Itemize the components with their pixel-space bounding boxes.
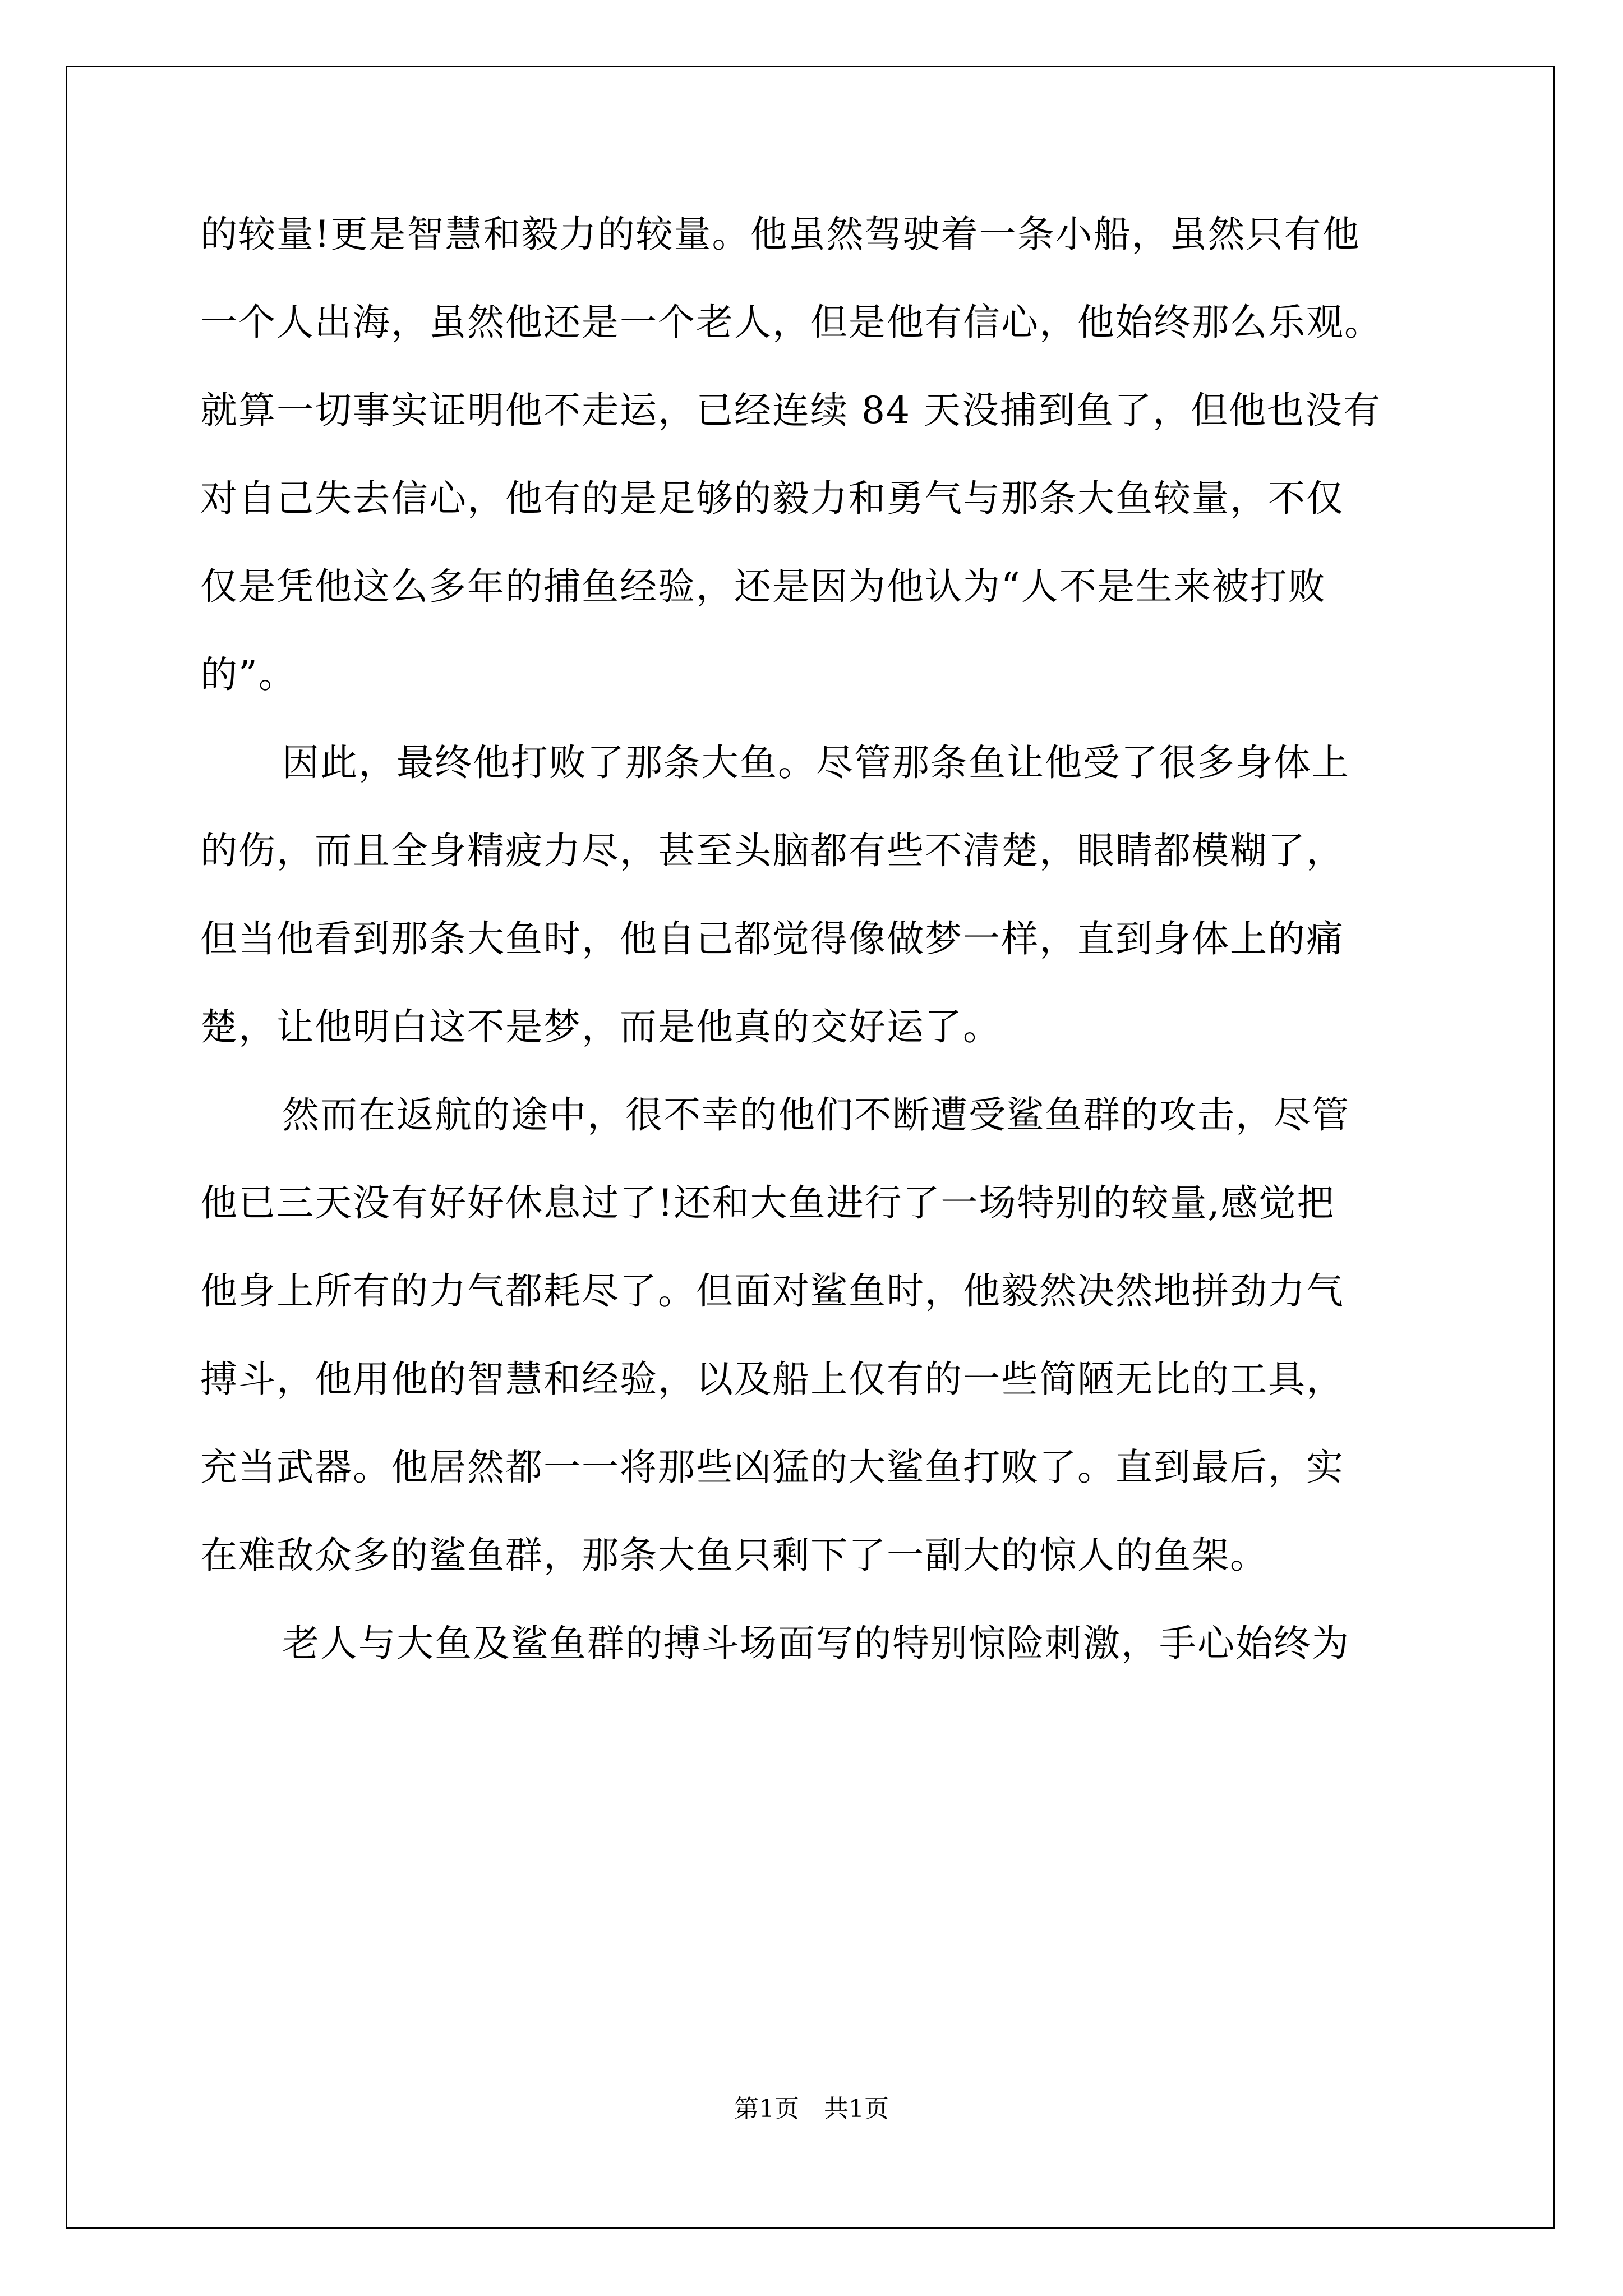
text-line: 他身上所有的力气都耗尽了。但面对鲨鱼时，他毅然决然地拼劲力气 [200, 1269, 1344, 1313]
text-line: 充当武器。他居然都一一将那些凶猛的大鲨鱼打败了。直到最后，实 [200, 1446, 1344, 1489]
text-line: 搏斗，他用他的智慧和经验，以及船上仅有的一些简陋无比的工具， [200, 1358, 1344, 1401]
text-line: 他已三天没有好好休息过了!还和大鱼进行了一场特别的较量,感觉把 [200, 1181, 1335, 1225]
text-line: 就算一切事实证明他不走运，已经连续 84 天没捕到鱼了，但他也没有 [200, 389, 1381, 432]
text-line: 对自己失去信心，他有的是足够的毅力和勇气与那条大鱼较量，不仅 [200, 477, 1344, 520]
text-line: 在难敌众多的鲨鱼群，那条大鱼只剩下了一副大的惊人的鱼架。 [200, 1534, 1268, 1577]
paragraph-start-line: 因此，最终他打败了那条大鱼。尽管那条鱼让他受了很多身体上 [282, 741, 1350, 784]
text-line: 一个人出海，虽然他还是一个老人，但是他有信心，他始终那么乐观。 [200, 301, 1382, 344]
paragraph-start-line: 然而在返航的途中，很不幸的他们不断遭受鲨鱼群的攻击，尽管 [282, 1093, 1350, 1137]
paragraph-start-line: 老人与大鱼及鲨鱼群的搏斗场面写的特别惊险刺激，手心始终为 [282, 1622, 1350, 1665]
text-line: 的”。 [200, 653, 297, 696]
text-line: 仅是凭他这么多年的捕鱼经验，还是因为他认为“人不是生来被打败 [200, 565, 1326, 608]
text-line: 的伤，而且全身精疲力尽，甚至头脑都有些不清楚，眼睛都模糊了， [200, 829, 1344, 872]
text-line: 但当他看到那条大鱼时，他自己都觉得像做梦一样，直到身体上的痛 [200, 917, 1344, 960]
page-footer: 第1页 共1页 [734, 2095, 889, 2123]
text-line: 楚，让他明白这不是梦，而是他真的交好运了。 [200, 1005, 1001, 1048]
text-line: 的较量!更是智慧和毅力的较量。他虽然驾驶着一条小船，虽然只有他 [200, 213, 1361, 256]
